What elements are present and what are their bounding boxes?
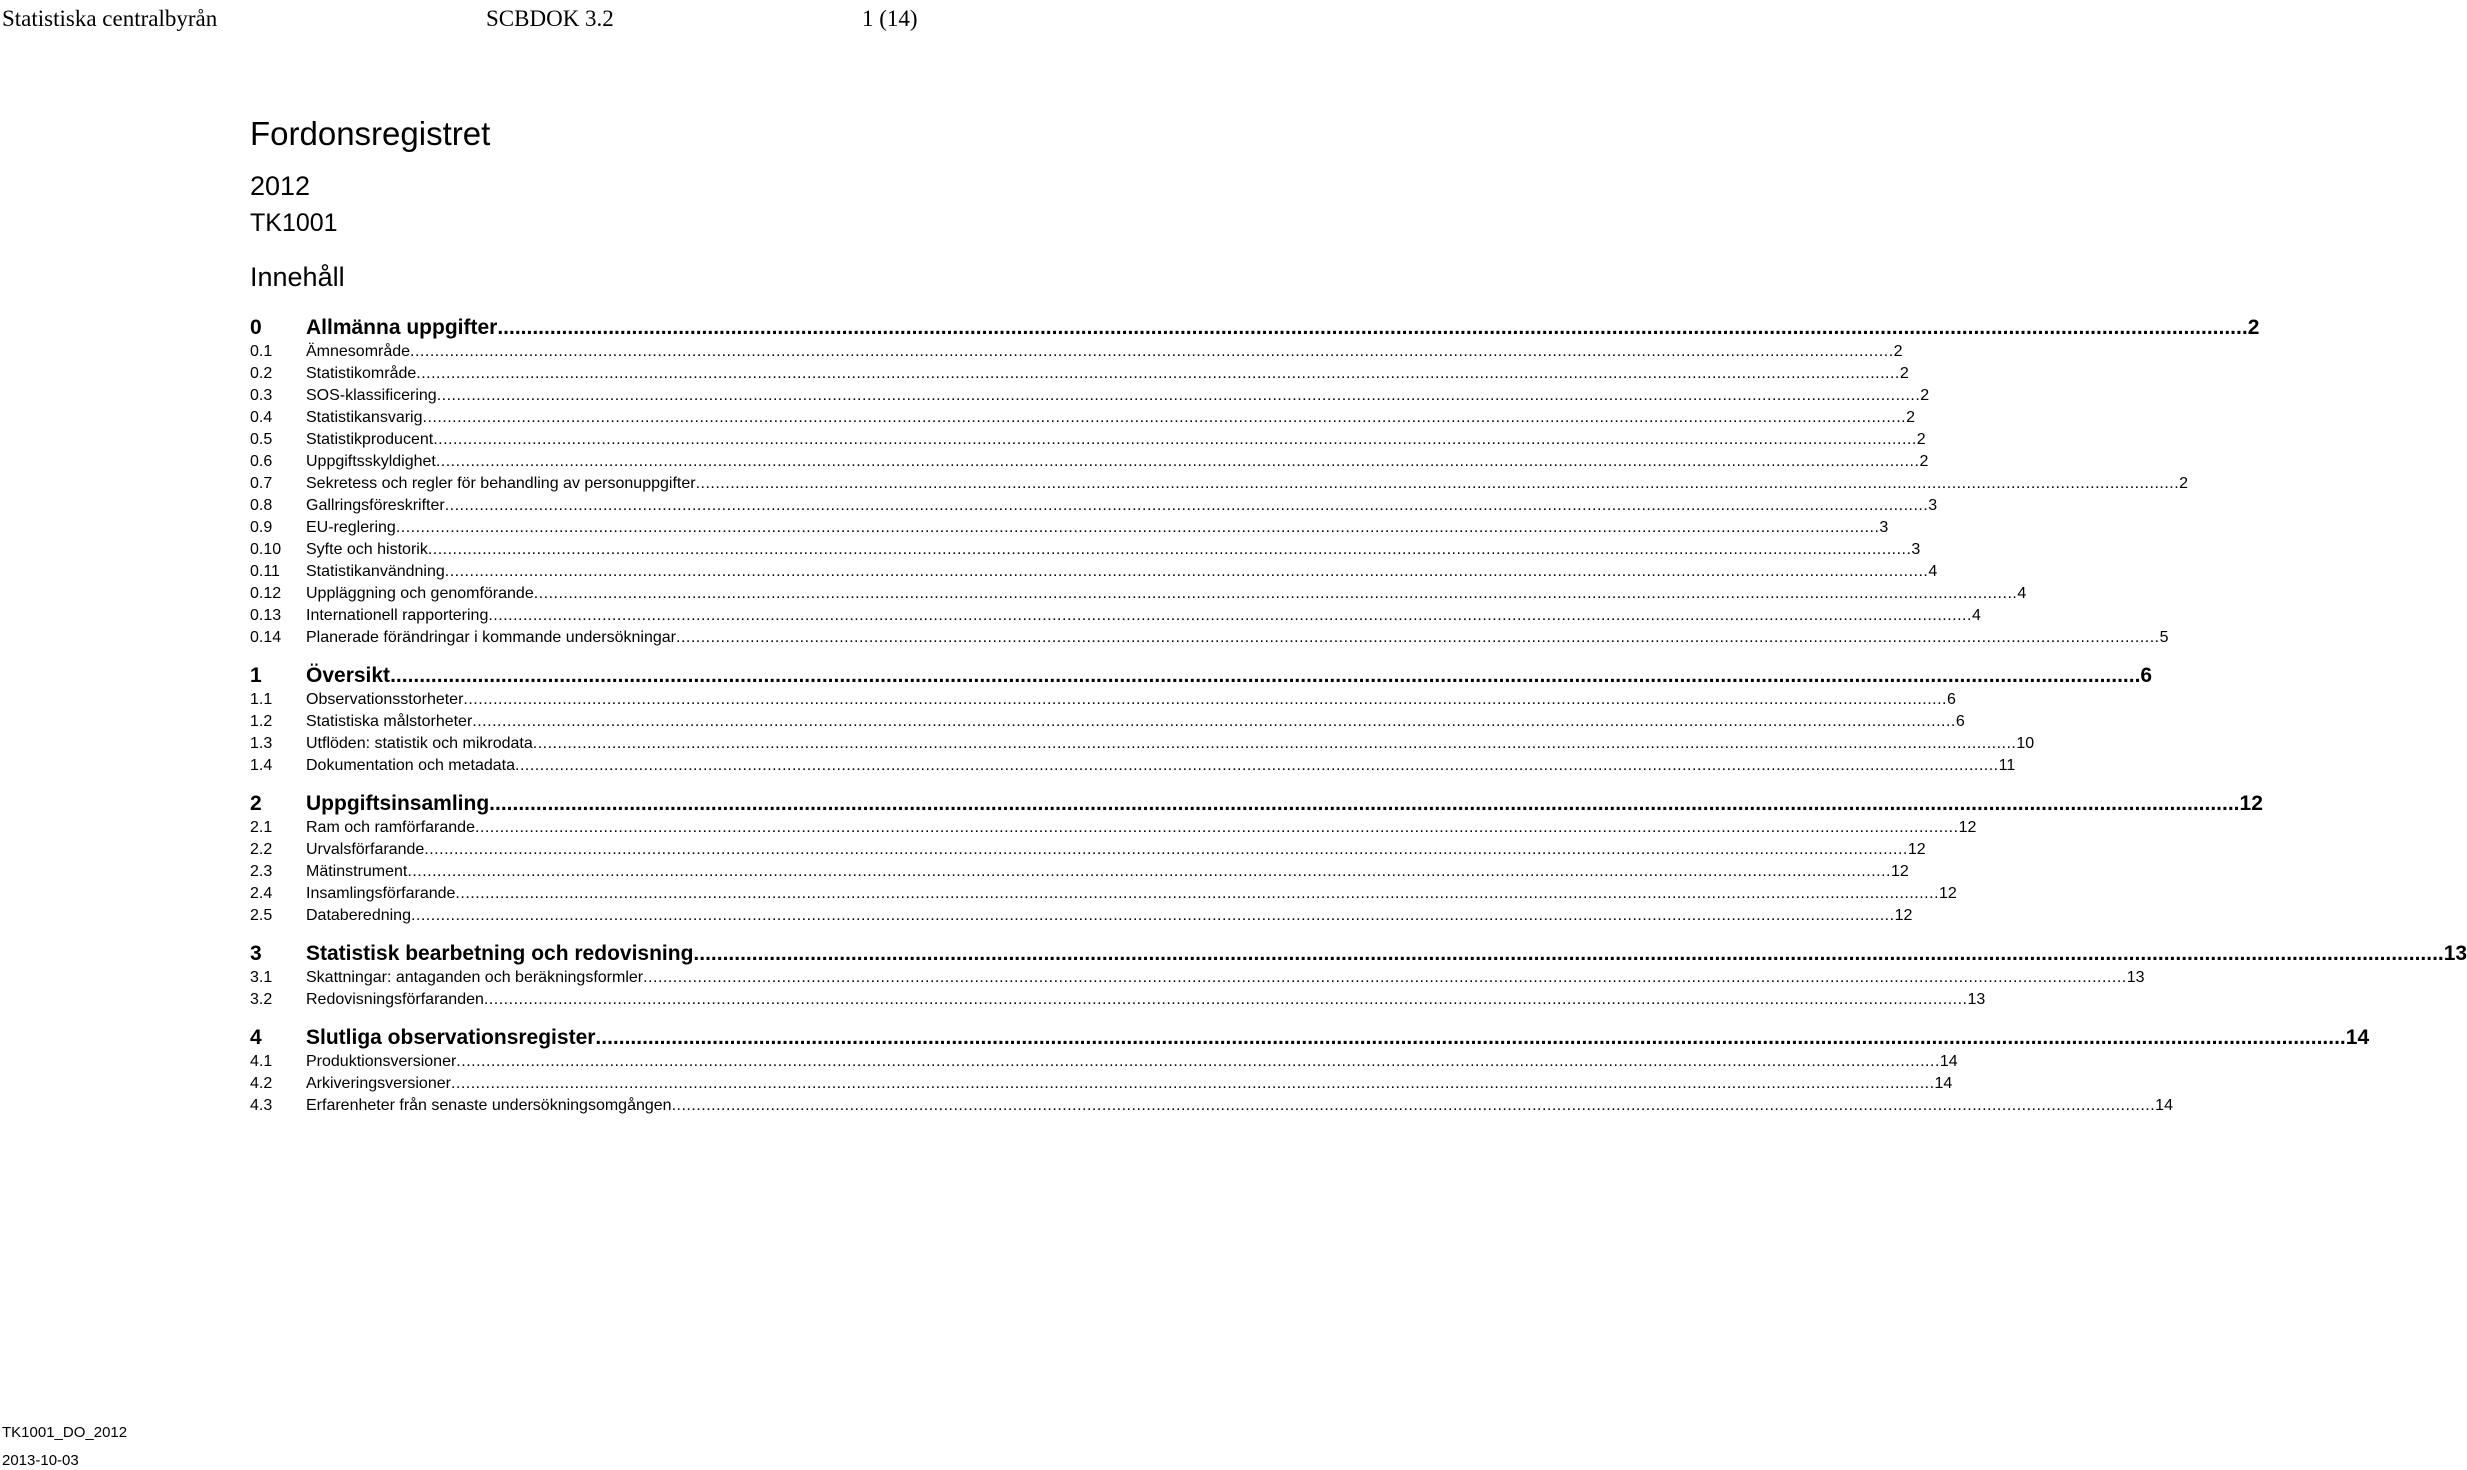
toc-dot-leader: ............................................................................................................................................................................................................................................................................................................ (695, 475, 2180, 492)
toc-entry-page: 12 (2239, 792, 2263, 815)
footer-document-code: TK1001_DO_2012 (2, 1424, 128, 1441)
toc-entry-number: 2.3 (250, 863, 273, 880)
toc-entry-number: 0.5 (250, 431, 273, 448)
toc-entry-number: 0.8 (250, 497, 273, 514)
toc-entry-label: Planerade förändringar i kommande undersökningar (306, 629, 676, 646)
toc-entry-label: Gallringsföreskrifter (306, 497, 445, 514)
toc-entry-number: 4 (250, 1026, 262, 1049)
toc-dot-leader: ............................................................................................................................................................................................................................................................................................................ (410, 907, 1895, 924)
toc-entry[interactable] (250, 387, 1930, 409)
toc-dot-leader: ............................................................................................................................................................................................................................................................................................................ (433, 431, 1917, 448)
toc-entry-label: Statistikområde (306, 365, 417, 382)
toc-entry[interactable] (250, 789, 2263, 819)
toc-entry-label: Dokumentation och metadata (306, 757, 516, 774)
toc-entry[interactable] (250, 365, 1909, 387)
toc-entry[interactable] (250, 607, 1981, 629)
toc-entry-number: 0.3 (250, 387, 273, 404)
header-document-id: SCBDOK 3.2 (486, 6, 614, 31)
toc-entry-page: 4 (2017, 585, 2027, 602)
toc-entry-label: Utflöden: statistik och mikrodata (306, 735, 533, 752)
toc-dot-leader: ............................................................................................................................................................................................................................................................................................................ (450, 1075, 1935, 1092)
toc-entry-label: Sekretess och regler för behandling av personuppgifter (306, 475, 696, 492)
toc-dot-leader: ............................................................................................................................................................................................................................................................................................................ (422, 409, 1907, 426)
toc-entry[interactable] (250, 757, 2016, 779)
toc-entry-label: Produktionsversioner (306, 1053, 457, 1070)
document-code: TK1001 (250, 209, 338, 237)
toc-dot-leader: ............................................................................................................................................................................................................................................................................................................ (497, 316, 2248, 339)
toc-entry[interactable] (250, 863, 1909, 885)
toc-entry-label: Insamlingsförfarande (306, 885, 456, 902)
toc-entry-page: 12 (1890, 863, 1909, 880)
toc-dot-leader: ............................................................................................................................................................................................................................................................................................................ (410, 343, 1894, 360)
toc-dot-leader: ............................................................................................................................................................................................................................................................................................................ (488, 607, 1972, 624)
toc-dot-leader: ............................................................................................................................................................................................................................................................................................................ (532, 735, 2017, 752)
toc-entry-label: Redovisningsförfaranden (306, 991, 484, 1008)
toc-entry[interactable] (250, 563, 1938, 585)
toc-entry-label: Arkiveringsversioner (306, 1075, 451, 1092)
toc-entry[interactable] (250, 661, 2153, 691)
toc-dot-leader: ............................................................................................................................................................................................................................................................................................................ (444, 563, 1929, 580)
toc-entry[interactable] (250, 885, 1957, 907)
toc-entry-page: 3 (1928, 497, 1938, 514)
toc-dot-leader: ............................................................................................................................................................................................................................................................................................................ (463, 691, 1947, 708)
toc-entry-number: 0.2 (250, 365, 273, 382)
toc-entry-page: 13 (2443, 942, 2467, 965)
toc-entry[interactable] (250, 1053, 1958, 1075)
toc-entry-number: 0.11 (250, 563, 280, 580)
toc-entry-page: 4 (1971, 607, 1981, 624)
toc-entry-page: 14 (2345, 1026, 2370, 1049)
toc-entry[interactable] (250, 907, 1913, 929)
toc-dot-leader: ............................................................................................................................................................................................................................................................................................................ (671, 1097, 2156, 1114)
toc-entry-number: 1.4 (250, 757, 273, 774)
toc-entry-number: 1 (250, 664, 262, 687)
toc-entry-number: 1.2 (250, 713, 273, 730)
toc-entry[interactable] (250, 819, 1977, 841)
header-organization: Statistiska centralbyrån (2, 6, 218, 31)
table-of-contents (250, 313, 2467, 1119)
toc-entry-page: 12 (1958, 819, 1977, 836)
toc-dot-leader: ............................................................................................................................................................................................................................................................................................................ (444, 497, 1929, 514)
toc-entry-label: Databeredning (306, 907, 411, 924)
header-page-number: 1 (14) (862, 6, 918, 31)
toc-entry-label: Statistisk bearbetning och redovisning (306, 942, 694, 965)
toc-entry-number: 2 (250, 792, 262, 815)
toc-entry-page: 6 (2140, 664, 2153, 687)
toc-entry-number: 0 (250, 316, 262, 339)
toc-dot-leader: ............................................................................................................................................................................................................................................................................................................ (693, 942, 2444, 965)
toc-dot-leader: ............................................................................................................................................................................................................................................................................................................ (595, 1026, 2346, 1049)
toc-dot-leader: ............................................................................................................................................................................................................................................................................................................ (676, 629, 2160, 646)
toc-entry-page: 2 (1916, 431, 1926, 448)
toc-entry[interactable] (250, 735, 2035, 757)
toc-entry-number: 2.1 (250, 819, 273, 836)
toc-entry-number: 3 (250, 942, 262, 965)
toc-entry-label: EU-reglering (306, 519, 396, 536)
toc-entry-number: 0.13 (250, 607, 282, 624)
toc-entry-number: 2.2 (250, 841, 273, 858)
toc-entry-number: 1.1 (250, 691, 273, 708)
toc-entry-label: Skattningar: antaganden och beräkningsformler (306, 969, 644, 986)
toc-entry[interactable] (250, 409, 1915, 431)
toc-entry-number: 1.3 (250, 735, 273, 752)
toc-heading: Innehåll (250, 262, 345, 292)
toc-entry[interactable] (250, 497, 1938, 519)
toc-entry-number: 4.3 (250, 1097, 273, 1114)
toc-entry-label: Urvalsförfarande (306, 841, 425, 858)
toc-entry-page: 14 (1939, 1053, 1958, 1070)
toc-entry-page: 5 (2159, 629, 2169, 646)
toc-entry[interactable] (250, 585, 2027, 607)
toc-entry[interactable] (250, 991, 1986, 1013)
toc-entry[interactable] (250, 939, 2467, 969)
document-year: 2012 (250, 171, 311, 201)
toc-entry-number: 0.1 (250, 343, 273, 360)
toc-entry-label: Allmänna uppgifter (306, 316, 498, 339)
toc-entry-label: Mätinstrument (306, 863, 408, 880)
toc-entry[interactable] (250, 453, 1929, 475)
toc-entry-page: 12 (1894, 907, 1913, 924)
toc-entry[interactable] (250, 343, 1903, 365)
toc-dot-leader: ............................................................................................................................................................................................................................................................................................................ (472, 713, 1956, 730)
toc-dot-leader: ............................................................................................................................................................................................................................................................................................................ (390, 664, 2141, 687)
toc-entry-number: 0.7 (250, 475, 273, 492)
toc-entry-label: Översikt (306, 664, 391, 687)
toc-entry-number: 0.10 (250, 541, 282, 558)
toc-entry[interactable] (250, 713, 1965, 735)
toc-entry[interactable] (250, 431, 1926, 453)
toc-entry-number: 4.2 (250, 1075, 273, 1092)
toc-entry-page: 14 (1934, 1075, 1953, 1092)
toc-dot-leader: ............................................................................................................................................................................................................................................................................................................ (395, 519, 1880, 536)
toc-entry-page: 6 (1947, 691, 1956, 708)
toc-entry[interactable] (250, 691, 1956, 713)
toc-dot-leader: ............................................................................................................................................................................................................................................................................................................ (456, 1053, 1940, 1070)
toc-entry-page: 4 (1928, 563, 1938, 580)
toc-dot-leader: ............................................................................................................................................................................................................................................................................................................ (483, 991, 1968, 1008)
toc-entry-page: 12 (1939, 885, 1957, 902)
document-title: Fordonsregistret (250, 115, 491, 152)
toc-dot-leader: ............................................................................................................................................................................................................................................................................................................ (643, 969, 2127, 986)
toc-entry-label: Syfte och historik (306, 541, 428, 558)
toc-entry-number: 0.4 (250, 409, 273, 426)
toc-dot-leader: ............................................................................................................................................................................................................................................................................................................ (533, 585, 2018, 602)
toc-entry-page: 2 (1920, 387, 1930, 404)
toc-entry-page: 2 (1893, 343, 1903, 360)
toc-entry[interactable] (250, 629, 2169, 651)
toc-entry-label: Statistikansvarig (306, 409, 423, 426)
toc-dot-leader: ............................................................................................................................................................................................................................................................................................................ (407, 863, 1891, 880)
toc-entry[interactable] (250, 1075, 1953, 1097)
footer-date: 2013-10-03 (2, 1452, 79, 1469)
toc-entry-page: 6 (1955, 713, 1965, 730)
toc-entry-label: Statistiska målstorheter (306, 713, 473, 730)
toc-entry-label: SOS-klassificering (306, 387, 437, 404)
toc-entry[interactable] (250, 1023, 2370, 1053)
toc-entry-number: 3.1 (250, 969, 273, 986)
toc-entry-number: 2.4 (250, 885, 273, 902)
toc-dot-leader: ............................................................................................................................................................................................................................................................................................................ (474, 819, 1959, 836)
toc-entry-number: 3.2 (250, 991, 273, 1008)
toc-entry-label: Statistikanvändning (306, 563, 445, 580)
toc-dot-leader: ............................................................................................................................................................................................................................................................................................................ (416, 365, 1900, 382)
toc-entry-label: Statistikproducent (306, 431, 434, 448)
toc-entry[interactable] (250, 969, 2145, 991)
toc-entry-page: 2 (1906, 409, 1915, 426)
toc-dot-leader: ............................................................................................................................................................................................................................................................................................................ (435, 453, 1920, 470)
toc-entry[interactable] (250, 313, 2260, 343)
toc-dot-leader: ............................................................................................................................................................................................................................................................................................................ (515, 757, 1999, 774)
toc-entry-page: 12 (1907, 841, 1926, 858)
toc-entry-number: 2.5 (250, 907, 273, 924)
toc-entry-page: 2 (1899, 365, 1909, 382)
toc-entry-number: 0.14 (250, 629, 282, 646)
toc-entry-number: 0.9 (250, 519, 273, 536)
toc-entry-page: 3 (1879, 519, 1889, 536)
toc-entry-page: 3 (1911, 541, 1921, 558)
toc-entry[interactable] (250, 1097, 2173, 1119)
toc-entry-page: 14 (2155, 1097, 2173, 1114)
toc-entry-number: 0.6 (250, 453, 273, 470)
toc-entry[interactable] (250, 475, 2189, 497)
toc-dot-leader: ............................................................................................................................................................................................................................................................................................................ (436, 387, 1921, 404)
toc-entry[interactable] (250, 519, 1889, 541)
toc-entry-number: 0.12 (250, 585, 282, 602)
toc-entry-label: Ämnesområde (306, 343, 411, 360)
toc-entry-page: 13 (2126, 969, 2145, 986)
toc-dot-leader: ............................................................................................................................................................................................................................................................................................................ (427, 541, 1912, 558)
toc-entry-page: 2 (2247, 316, 2260, 339)
toc-entry-label: Internationell rapportering (306, 607, 489, 624)
toc-dot-leader: ............................................................................................................................................................................................................................................................................................................ (424, 841, 1908, 858)
toc-entry-number: 4.1 (250, 1053, 273, 1070)
toc-entry[interactable] (250, 541, 1921, 563)
toc-entry-page: 10 (2016, 735, 2035, 752)
toc-entry-label: Erfarenheter från senaste undersökningsomgången (306, 1097, 672, 1114)
toc-entry-label: Slutliga observationsregister (306, 1026, 596, 1049)
toc-entry-label: Uppgiftsskyldighet (306, 453, 436, 470)
toc-entry-page: 13 (1967, 991, 1986, 1008)
toc-entry-page: 11 (1998, 757, 2016, 774)
toc-entry[interactable] (250, 841, 1926, 863)
toc-entry-label: Uppgiftsinsamling (306, 792, 490, 815)
toc-entry-page: 2 (1919, 453, 1929, 470)
toc-dot-leader: ............................................................................................................................................................................................................................................................................................................ (455, 885, 1940, 902)
toc-entry-label: Ram och ramförfarande (306, 819, 475, 836)
toc-entry-page: 2 (2179, 475, 2189, 492)
toc-dot-leader: ............................................................................................................................................................................................................................................................................................................ (489, 792, 2240, 815)
toc-entry-label: Uppläggning och genomförande (306, 585, 534, 602)
toc-entry-label: Observationsstorheter (306, 691, 464, 708)
